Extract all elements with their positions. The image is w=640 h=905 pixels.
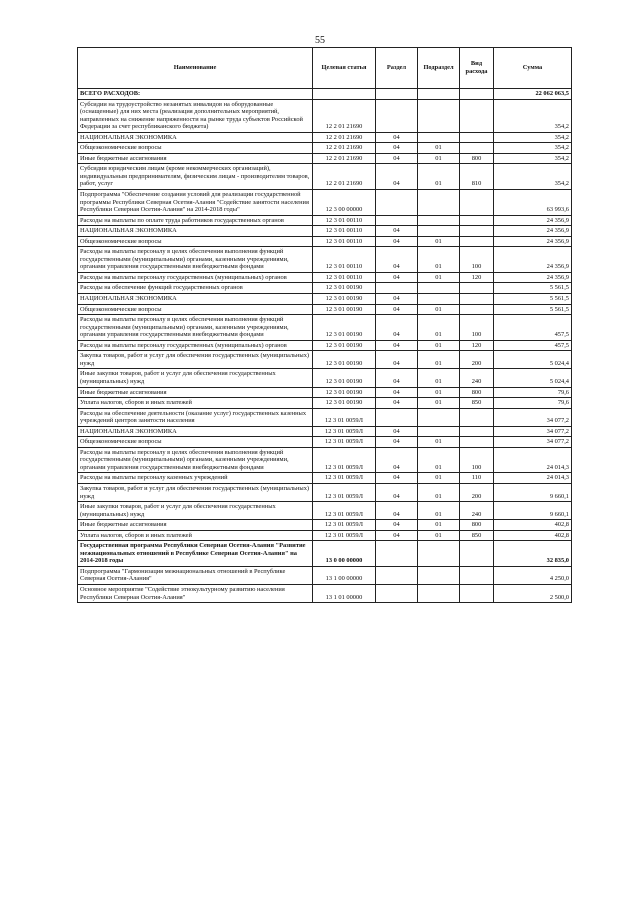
table-row <box>78 351 572 369</box>
row-name: Иные закупки товаров, работ и услуг для обеспечения государственных (муниципальных) нужд <box>78 502 313 520</box>
table-row <box>78 426 572 437</box>
row-sum: 402,8 <box>494 530 572 541</box>
row-target-code <box>313 89 376 100</box>
table-row <box>78 437 572 448</box>
row-section <box>376 283 418 294</box>
row-target-code: 12 3 01 00110 <box>313 236 376 247</box>
row-expense-type <box>460 215 494 226</box>
row-expense-type <box>460 541 494 567</box>
table-row <box>78 566 572 584</box>
row-target-code: 12 2 01 21690 <box>313 153 376 164</box>
row-section: 04 <box>376 398 418 409</box>
row-sum: 9 660,1 <box>494 483 572 501</box>
row-expense-type: 100 <box>460 315 494 341</box>
row-target-code: 12 2 01 21690 <box>313 99 376 132</box>
row-subsection <box>418 190 460 216</box>
table-row <box>78 584 572 602</box>
row-sum: 354,2 <box>494 99 572 132</box>
table-row <box>78 283 572 294</box>
row-name: Подпрограмма "Обеспечение создания условий для реализации государственной программы Республики Северная Осетия-Алания "Содействие занятости населения Республики Северная Осетия-Алания" на 2014-2018 годы" <box>78 190 313 216</box>
row-subsection: 01 <box>418 153 460 164</box>
row-name: Общеэкономические вопросы <box>78 437 313 448</box>
row-target-code: 12 3 01 0059Л <box>313 520 376 531</box>
row-section: 04 <box>376 473 418 484</box>
row-section: 04 <box>376 502 418 520</box>
row-subsection <box>418 215 460 226</box>
row-expense-type: 200 <box>460 351 494 369</box>
row-sum: 9 660,1 <box>494 502 572 520</box>
row-name: Закупка товаров, работ и услуг для обеспечения государственных (муниципальных) нужд <box>78 483 313 501</box>
row-sum: 79,6 <box>494 387 572 398</box>
row-sum: 24 356,9 <box>494 272 572 283</box>
table-row <box>78 340 572 351</box>
row-expense-type <box>460 294 494 305</box>
row-sum: 24 356,9 <box>494 247 572 273</box>
row-expense-type: 800 <box>460 387 494 398</box>
row-target-code: 13 1 01 00000 <box>313 584 376 602</box>
table-row <box>78 304 572 315</box>
row-name: Расходы на выплаты персоналу в целях обеспечения выполнения функций государственными (муниципальными) органами, казенными учреждениями, органами управления государственными внебюджетными фондами <box>78 315 313 341</box>
table-row <box>78 369 572 387</box>
row-subsection <box>418 226 460 237</box>
table-row <box>78 520 572 531</box>
row-expense-type: 850 <box>460 530 494 541</box>
row-expense-type: 800 <box>460 153 494 164</box>
row-subsection <box>418 541 460 567</box>
row-expense-type <box>460 283 494 294</box>
row-name: Подпрограмма "Гармонизация межнациональных отношений в Республике Северная Осетия-Алания" <box>78 566 313 584</box>
table-row <box>78 483 572 501</box>
row-name: Субсидии на трудоустройство незанятых инвалидов на оборудованные (оснащенные) для них места (реализация дополнительных мероприятий, направленных на снижение напряженности на рынке труда субъектов Российской Федерации за счет республиканского бюджета) <box>78 99 313 132</box>
row-section <box>376 584 418 602</box>
row-target-code: 12 3 01 00110 <box>313 226 376 237</box>
row-section: 04 <box>376 294 418 305</box>
col-header-section: Раздел <box>376 48 418 89</box>
row-sum: 354,2 <box>494 153 572 164</box>
row-sum: 32 835,0 <box>494 541 572 567</box>
row-target-code: 12 3 01 0059Л <box>313 473 376 484</box>
row-target-code: 13 0 00 00000 <box>313 541 376 567</box>
row-expense-type <box>460 99 494 132</box>
row-target-code: 12 3 01 00190 <box>313 340 376 351</box>
row-name: Расходы на обеспечение функций государственных органов <box>78 283 313 294</box>
table-row <box>78 408 572 426</box>
row-name: Общеэкономические вопросы <box>78 236 313 247</box>
row-sum: 24 356,9 <box>494 226 572 237</box>
row-sum: 34 077,2 <box>494 437 572 448</box>
table-row <box>78 541 572 567</box>
row-sum: 457,5 <box>494 340 572 351</box>
row-sum: 5 561,5 <box>494 283 572 294</box>
col-header-name: Наименование <box>78 48 313 89</box>
row-expense-type: 850 <box>460 398 494 409</box>
row-expense-type <box>460 226 494 237</box>
row-sum: 34 077,2 <box>494 408 572 426</box>
row-subsection <box>418 426 460 437</box>
table-row <box>78 398 572 409</box>
row-subsection <box>418 132 460 143</box>
row-expense-type: 110 <box>460 473 494 484</box>
row-section: 04 <box>376 132 418 143</box>
row-name: Расходы на обеспечение деятельности (оказание услуг) государственных казенных учреждений центров занятости населения <box>78 408 313 426</box>
page-number: 55 <box>315 35 325 46</box>
row-subsection: 01 <box>418 437 460 448</box>
row-section: 04 <box>376 340 418 351</box>
row-subsection <box>418 408 460 426</box>
row-subsection: 01 <box>418 315 460 341</box>
row-section: 04 <box>376 387 418 398</box>
row-name: Субсидии юридическим лицам (кроме некоммерческих организаций), индивидуальным предпринимателям, физическим лицам - производителям товаров, работ, услуг <box>78 164 313 190</box>
table-row <box>78 272 572 283</box>
row-expense-type: 120 <box>460 340 494 351</box>
row-target-code: 12 3 00 00000 <box>313 190 376 216</box>
table-row <box>78 99 572 132</box>
table-row <box>78 226 572 237</box>
row-name: Уплата налогов, сборов и иных платежей <box>78 530 313 541</box>
row-subsection <box>418 566 460 584</box>
row-section <box>376 215 418 226</box>
row-section: 04 <box>376 236 418 247</box>
row-sum: 2 500,0 <box>494 584 572 602</box>
row-subsection: 01 <box>418 520 460 531</box>
table-row <box>78 387 572 398</box>
row-section: 04 <box>376 447 418 473</box>
row-expense-type: 810 <box>460 164 494 190</box>
row-section: 04 <box>376 226 418 237</box>
row-target-code: 12 3 01 00190 <box>313 283 376 294</box>
row-sum: 354,2 <box>494 132 572 143</box>
row-subsection: 01 <box>418 340 460 351</box>
row-name: Расходы на выплаты персоналу государственных (муниципальных) органов <box>78 272 313 283</box>
table-row <box>78 473 572 484</box>
header-row <box>78 48 572 89</box>
row-name: Уплата налогов, сборов и иных платежей <box>78 398 313 409</box>
table-row <box>78 89 572 100</box>
row-subsection: 01 <box>418 398 460 409</box>
table-row <box>78 447 572 473</box>
table-row <box>78 215 572 226</box>
row-section: 04 <box>376 437 418 448</box>
row-target-code: 12 3 01 00190 <box>313 369 376 387</box>
row-name: НАЦИОНАЛЬНАЯ ЭКОНОМИКА <box>78 132 313 143</box>
row-subsection <box>418 283 460 294</box>
table-row <box>78 294 572 305</box>
row-target-code: 12 3 01 0059Л <box>313 502 376 520</box>
row-expense-type: 240 <box>460 369 494 387</box>
row-name: Общеэкономические вопросы <box>78 304 313 315</box>
row-subsection: 01 <box>418 369 460 387</box>
row-section: 04 <box>376 315 418 341</box>
row-name: Иные бюджетные ассигнования <box>78 153 313 164</box>
row-name: Расходы на выплаты по оплате труда работников государственных органов <box>78 215 313 226</box>
row-target-code: 12 3 01 00110 <box>313 247 376 273</box>
row-target-code: 12 3 01 00190 <box>313 304 376 315</box>
row-section: 04 <box>376 247 418 273</box>
row-expense-type <box>460 143 494 154</box>
row-target-code: 12 3 01 0059Л <box>313 426 376 437</box>
row-section: 04 <box>376 483 418 501</box>
row-sum: 5 024,4 <box>494 351 572 369</box>
row-expense-type <box>460 408 494 426</box>
row-name: Основное мероприятие "Содействие этнокультурному развитию населения Республики Северная Осетия-Алания" <box>78 584 313 602</box>
row-sum: 5 024,4 <box>494 369 572 387</box>
row-expense-type <box>460 437 494 448</box>
row-expense-type <box>460 304 494 315</box>
row-section: 04 <box>376 530 418 541</box>
row-subsection: 01 <box>418 164 460 190</box>
table-row <box>78 502 572 520</box>
row-subsection <box>418 89 460 100</box>
row-subsection: 01 <box>418 143 460 154</box>
row-section: 04 <box>376 164 418 190</box>
row-section: 04 <box>376 426 418 437</box>
table-row <box>78 247 572 273</box>
row-name: Закупка товаров, работ и услуг для обеспечения государственных (муниципальных) нужд <box>78 351 313 369</box>
row-section <box>376 541 418 567</box>
row-sum: 24 356,9 <box>494 236 572 247</box>
row-section: 04 <box>376 153 418 164</box>
col-header-sum: Сумма <box>494 48 572 89</box>
row-sum: 79,6 <box>494 398 572 409</box>
row-subsection <box>418 584 460 602</box>
row-sum: 34 077,2 <box>494 426 572 437</box>
row-name: Иные бюджетные ассигнования <box>78 520 313 531</box>
row-expense-type: 120 <box>460 272 494 283</box>
row-sum: 354,2 <box>494 143 572 154</box>
row-target-code: 12 3 01 00190 <box>313 387 376 398</box>
row-subsection: 01 <box>418 247 460 273</box>
row-sum: 24 356,9 <box>494 215 572 226</box>
row-expense-type <box>460 132 494 143</box>
row-expense-type: 240 <box>460 502 494 520</box>
row-sum: 354,2 <box>494 164 572 190</box>
row-section <box>376 408 418 426</box>
row-sum: 24 014,3 <box>494 473 572 484</box>
row-sum: 457,5 <box>494 315 572 341</box>
row-sum: 22 062 063,5 <box>494 89 572 100</box>
row-name: Расходы на выплаты персоналу в целях обеспечения выполнения функций государственными (муниципальными) органами, казенными учреждениями, органами управления государственными внебюджетными фондами <box>78 247 313 273</box>
row-subsection: 01 <box>418 530 460 541</box>
row-subsection: 01 <box>418 236 460 247</box>
row-expense-type <box>460 584 494 602</box>
row-section <box>376 89 418 100</box>
row-name: НАЦИОНАЛЬНАЯ ЭКОНОМИКА <box>78 226 313 237</box>
row-expense-type: 800 <box>460 520 494 531</box>
row-expense-type <box>460 426 494 437</box>
table-row <box>78 164 572 190</box>
row-target-code: 12 3 01 00110 <box>313 272 376 283</box>
row-target-code: 12 3 01 0059Л <box>313 530 376 541</box>
row-target-code: 12 3 01 0059Л <box>313 408 376 426</box>
table-row <box>78 132 572 143</box>
row-subsection: 01 <box>418 502 460 520</box>
row-name: Иные бюджетные ассигнования <box>78 387 313 398</box>
table-body <box>78 89 572 603</box>
row-expense-type <box>460 236 494 247</box>
row-target-code: 12 3 01 00190 <box>313 294 376 305</box>
row-target-code: 12 3 01 00190 <box>313 398 376 409</box>
row-subsection: 01 <box>418 304 460 315</box>
col-header-code: Целевая статья <box>313 48 376 89</box>
row-sum: 402,8 <box>494 520 572 531</box>
table-row <box>78 530 572 541</box>
row-name: ВСЕГО РАСХОДОВ: <box>78 89 313 100</box>
row-section <box>376 190 418 216</box>
row-target-code: 12 3 01 00110 <box>313 215 376 226</box>
row-target-code: 13 1 00 00000 <box>313 566 376 584</box>
row-name: НАЦИОНАЛЬНАЯ ЭКОНОМИКА <box>78 294 313 305</box>
row-target-code: 12 2 01 21690 <box>313 132 376 143</box>
row-name: Государственная программа Республики Северная Осетия-Алания "Развитие межнациональных отношений в Республике Северная Осетия-Алания" на 2014-2018 годы <box>78 541 313 567</box>
row-name: Расходы на выплаты персоналу казенных учреждений <box>78 473 313 484</box>
row-subsection <box>418 99 460 132</box>
row-section: 04 <box>376 143 418 154</box>
row-target-code: 12 2 01 21690 <box>313 143 376 154</box>
row-name: Расходы на выплаты персоналу в целях обеспечения выполнения функций государственными (муниципальными) органами, казенными учреждениями, органами управления государственными внебюджетными фондами <box>78 447 313 473</box>
row-subsection: 01 <box>418 351 460 369</box>
row-section: 04 <box>376 272 418 283</box>
row-subsection <box>418 294 460 305</box>
table-row <box>78 315 572 341</box>
row-section: 04 <box>376 369 418 387</box>
row-sum: 4 250,0 <box>494 566 572 584</box>
row-sum: 5 561,5 <box>494 294 572 305</box>
row-expense-type <box>460 566 494 584</box>
row-expense-type: 100 <box>460 447 494 473</box>
row-expense-type <box>460 89 494 100</box>
budget-table <box>77 47 572 603</box>
row-expense-type: 200 <box>460 483 494 501</box>
col-header-expense-type: Вид расхода <box>460 48 494 89</box>
table-row <box>78 143 572 154</box>
row-name: Расходы на выплаты персоналу государственных (муниципальных) органов <box>78 340 313 351</box>
table-row <box>78 153 572 164</box>
row-section <box>376 99 418 132</box>
row-target-code: 12 3 01 0059Л <box>313 483 376 501</box>
row-expense-type <box>460 190 494 216</box>
table-row <box>78 190 572 216</box>
col-header-subsection: Подраздел <box>418 48 460 89</box>
row-name: НАЦИОНАЛЬНАЯ ЭКОНОМИКА <box>78 426 313 437</box>
row-section <box>376 566 418 584</box>
row-expense-type: 100 <box>460 247 494 273</box>
row-section: 04 <box>376 520 418 531</box>
row-subsection: 01 <box>418 272 460 283</box>
row-target-code: 12 3 01 00190 <box>313 315 376 341</box>
row-target-code: 12 2 01 21690 <box>313 164 376 190</box>
row-sum: 5 561,5 <box>494 304 572 315</box>
row-subsection: 01 <box>418 483 460 501</box>
row-target-code: 12 3 01 0059Л <box>313 447 376 473</box>
row-target-code: 12 3 01 0059Л <box>313 437 376 448</box>
row-subsection: 01 <box>418 473 460 484</box>
row-subsection: 01 <box>418 387 460 398</box>
row-name: Общеэкономические вопросы <box>78 143 313 154</box>
row-section: 04 <box>376 304 418 315</box>
row-sum: 63 993,6 <box>494 190 572 216</box>
row-subsection: 01 <box>418 447 460 473</box>
row-sum: 24 014,3 <box>494 447 572 473</box>
row-target-code: 12 3 01 00190 <box>313 351 376 369</box>
row-section: 04 <box>376 351 418 369</box>
row-name: Иные закупки товаров, работ и услуг для обеспечения государственных (муниципальных) нужд <box>78 369 313 387</box>
table-row <box>78 236 572 247</box>
